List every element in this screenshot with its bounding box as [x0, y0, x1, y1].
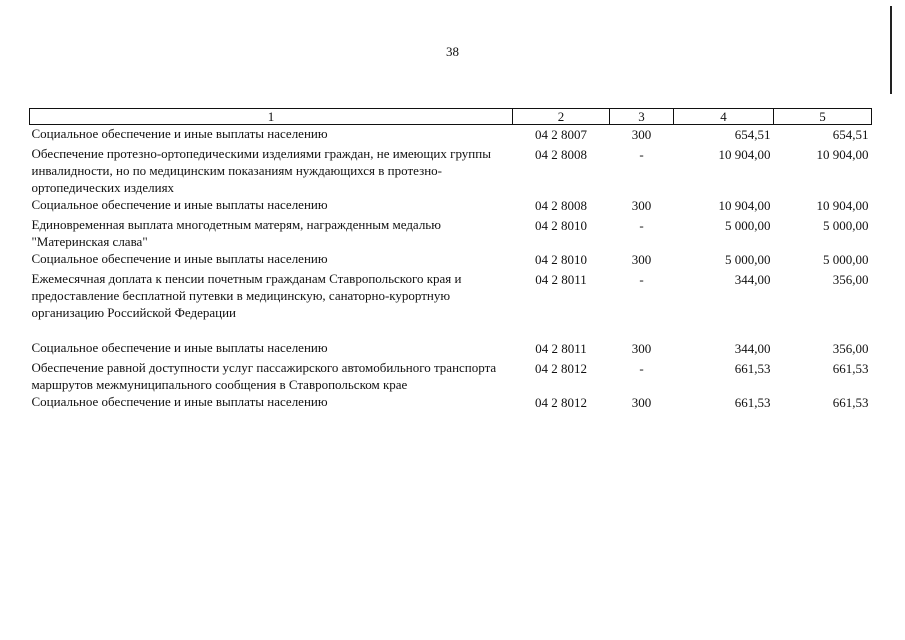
row-code: 04 2 8012	[535, 361, 587, 376]
row-amount-4: 5 000,00	[725, 218, 771, 233]
row-type: -	[639, 147, 644, 162]
row-amount-5: 654,51	[832, 127, 869, 142]
spacer-cell	[30, 321, 872, 339]
row-name: Социальное обеспечение и иные выплаты населению	[31, 251, 328, 266]
row-amount-5: 661,53	[832, 361, 869, 376]
row-type: -	[639, 272, 644, 287]
row-name: Обеспечение равной доступности услуг пассажирского автомобильного транспорта маршрутов межмуниципального сообщения в Ставропольском крае	[31, 360, 497, 392]
row-amount-5: 5 000,00	[823, 252, 869, 267]
row-type: 300	[631, 395, 652, 410]
table-row	[30, 393, 872, 413]
row-name: Социальное обеспечение и иные выплаты населению	[31, 126, 328, 141]
row-name: Социальное обеспечение и иные выплаты населению	[31, 340, 328, 355]
row-code: 04 2 8008	[535, 147, 587, 162]
row-amount-4: 661,53	[734, 395, 771, 410]
table-body	[30, 125, 872, 414]
row-type: 300	[631, 252, 652, 267]
header-col-5: 5	[774, 109, 872, 125]
table-row	[30, 125, 872, 146]
row-amount-4: 344,00	[734, 272, 771, 287]
row-code: 04 2 8012	[535, 395, 587, 410]
row-name: Социальное обеспечение и иные выплаты населению	[31, 394, 328, 409]
row-type: 300	[631, 198, 652, 213]
row-code: 04 2 8010	[535, 218, 587, 233]
row-code: 04 2 8007	[535, 127, 587, 142]
row-amount-4: 10 904,00	[718, 198, 771, 213]
row-amount-5: 10 904,00	[816, 147, 869, 162]
spacer-row	[30, 321, 872, 339]
row-amount-4: 661,53	[734, 361, 771, 376]
row-amount-4: 654,51	[734, 127, 771, 142]
row-amount-5: 356,00	[832, 272, 869, 287]
row-name: Ежемесячная доплата к пенсии почетным гражданам Ставропольского края и предоставление бесплатной путевки в медицинскую, санаторно-курортную организацию Российской Федерации	[31, 271, 462, 320]
table-row	[30, 359, 872, 393]
row-amount-4: 10 904,00	[718, 147, 771, 162]
table-header	[30, 109, 872, 125]
page-number: 38	[446, 44, 459, 59]
row-code: 04 2 8011	[535, 341, 587, 356]
header-row	[30, 109, 872, 125]
row-type: -	[639, 361, 644, 376]
table-row	[30, 339, 872, 359]
table-row	[30, 145, 872, 196]
row-type: -	[639, 218, 644, 233]
row-amount-4: 344,00	[734, 341, 771, 356]
budget-table	[29, 108, 872, 413]
row-name: Единовременная выплата многодетным матерям, награжденным медалью "Материнская слава"	[31, 217, 441, 249]
header-col-2: 2	[513, 109, 610, 125]
row-name: Обеспечение протезно-ортопедическими изделиями граждан, не имеющих группы инвалидности, но по медицинским показаниям нуждающихся в протезно-ортопедических изделиях	[31, 146, 491, 195]
header-col-4: 4	[674, 109, 774, 125]
row-amount-5: 356,00	[832, 341, 869, 356]
row-name: Социальное обеспечение и иные выплаты населению	[31, 197, 328, 212]
header-col-1: 1	[30, 109, 513, 125]
row-code: 04 2 8011	[535, 272, 587, 287]
row-type: 300	[631, 127, 652, 142]
table-row	[30, 250, 872, 270]
table-row	[30, 196, 872, 216]
row-code: 04 2 8008	[535, 198, 587, 213]
row-amount-4: 5 000,00	[725, 252, 771, 267]
table-row	[30, 270, 872, 321]
header-col-3: 3	[610, 109, 674, 125]
table-row	[30, 216, 872, 250]
row-amount-5: 10 904,00	[816, 198, 869, 213]
row-amount-5: 661,53	[832, 395, 869, 410]
row-type: 300	[631, 341, 652, 356]
row-code: 04 2 8010	[535, 252, 587, 267]
row-amount-5: 5 000,00	[823, 218, 869, 233]
